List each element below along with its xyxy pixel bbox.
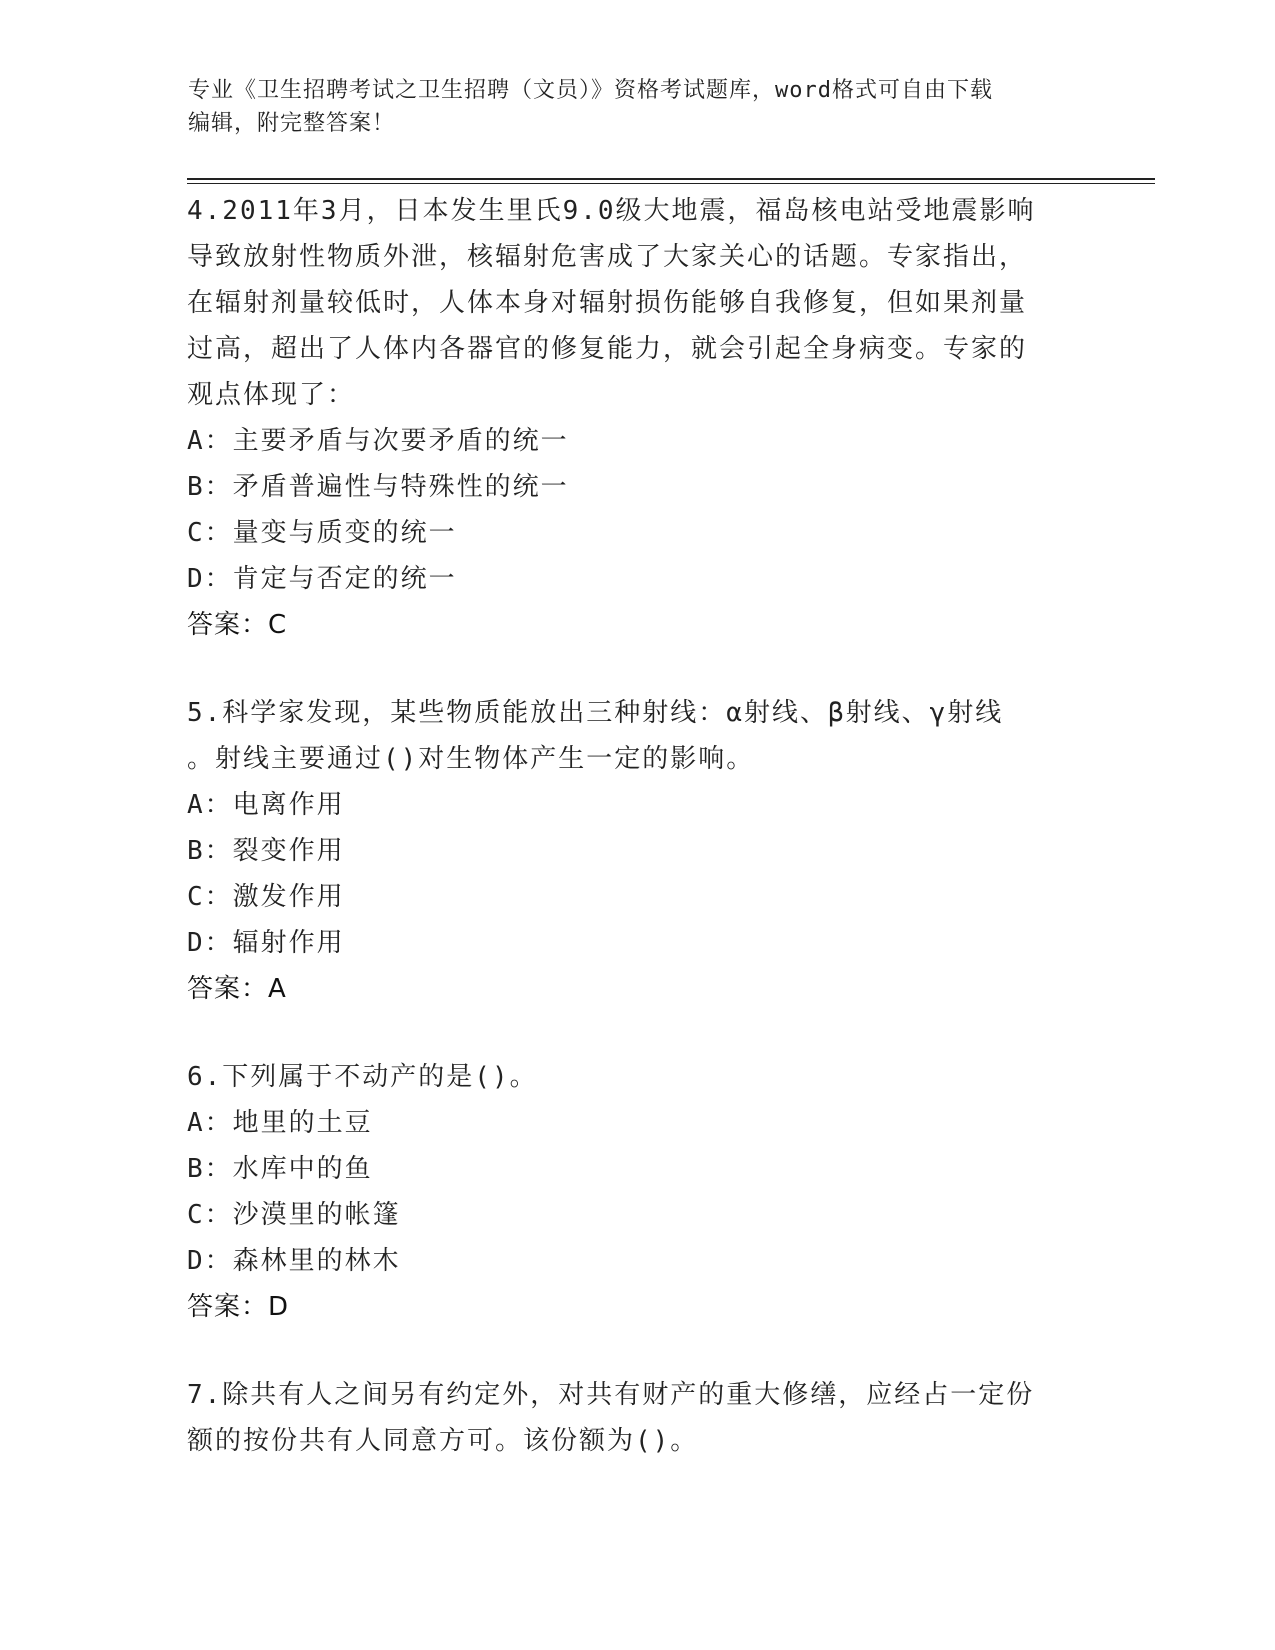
option-a: A：主要矛盾与次要矛盾的统一 — [187, 426, 569, 456]
header-line-2: 编辑，附完整答案！ — [188, 111, 396, 136]
option-b: B：矛盾普遍性与特殊性的统一 — [187, 472, 569, 502]
question-line: 6.下列属于不动产的是()。 — [187, 1062, 538, 1092]
header-divider-thin — [187, 183, 1155, 184]
option-b: B：水库中的鱼 — [187, 1154, 373, 1184]
question-line: 过高，超出了人体内各器官的修复能力，就会引起全身病变。专家的 — [187, 334, 1028, 364]
option-c: C：沙漠里的帐篷 — [187, 1200, 401, 1230]
option-d: D：辐射作用 — [187, 928, 345, 958]
option-d: D：肯定与否定的统一 — [187, 564, 457, 594]
option-d: D：森林里的林木 — [187, 1246, 401, 1276]
answer-line: 答案：C — [187, 610, 288, 640]
option-a: A：电离作用 — [187, 790, 345, 820]
question-line: 4.2011年3月，日本发生里氏9.0级大地震，福岛核电站受地震影响 — [187, 196, 1036, 226]
document-header — [188, 74, 1068, 140]
header-divider-thick — [187, 178, 1155, 180]
question-line: 导致放射性物质外泄，核辐射危害成了大家关心的话题。专家指出， — [187, 242, 1028, 272]
question-spacer — [187, 1330, 1087, 1372]
answer-line: 答案：A — [187, 974, 287, 1004]
answer-line: 答案：D — [187, 1292, 290, 1322]
option-a: A：地里的土豆 — [187, 1108, 373, 1138]
question-4 — [187, 188, 1087, 648]
question-spacer — [187, 1012, 1087, 1054]
question-line: 。射线主要通过()对生物体产生一定的影响。 — [187, 744, 755, 774]
question-list — [187, 188, 1087, 1464]
option-c: C：激发作用 — [187, 882, 345, 912]
question-line: 7.除共有人之间另有约定外，对共有财产的重大修缮，应经占一定份 — [187, 1380, 1035, 1410]
option-c: C：量变与质变的统一 — [187, 518, 457, 548]
header-line-1: 专业《卫生招聘考试之卫生招聘（文员）》资格考试题库，word格式可自由下载 — [188, 78, 993, 103]
option-b: B：裂变作用 — [187, 836, 345, 866]
question-spacer — [187, 648, 1087, 690]
question-line: 在辐射剂量较低时，人体本身对辐射损伤能够自我修复，但如果剂量 — [187, 288, 1028, 318]
question-5 — [187, 690, 1087, 1012]
question-7 — [187, 1372, 1087, 1464]
question-line: 额的按份共有人同意方可。该份额为()。 — [187, 1426, 699, 1456]
question-line: 5.科学家发现，某些物质能放出三种射线：α射线、β射线、γ射线 — [187, 698, 1004, 728]
question-line: 观点体现了： — [187, 380, 356, 410]
question-6 — [187, 1054, 1087, 1330]
